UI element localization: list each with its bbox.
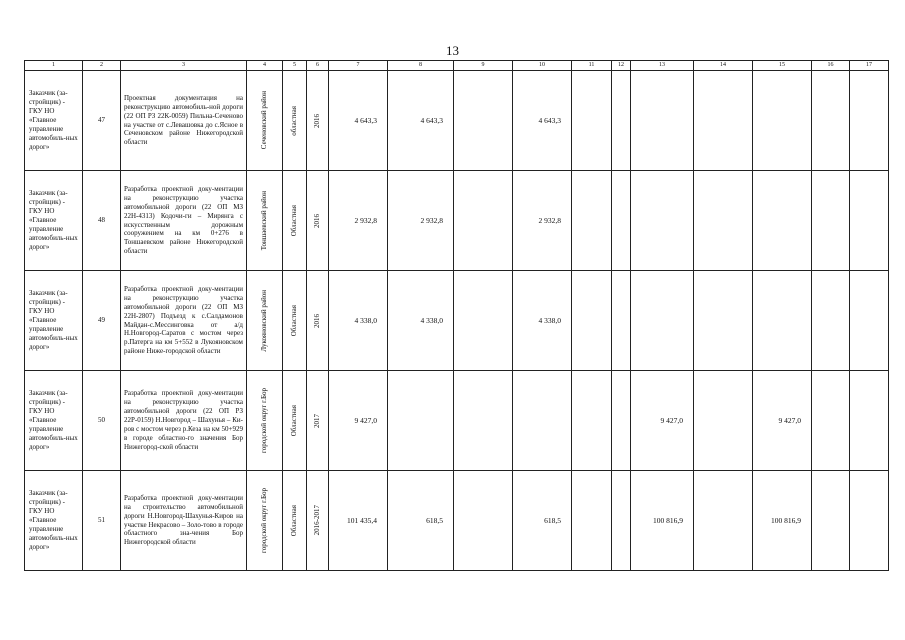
amount-cell-c12: [612, 271, 631, 371]
amount-cell-c8: 618,5: [388, 471, 454, 571]
district-cell: [247, 71, 283, 171]
road-level-cell-text: Областная: [290, 404, 299, 437]
road-level-cell: [283, 171, 307, 271]
amount-cell-c17: [850, 371, 889, 471]
amount-cell-c9: [454, 271, 513, 371]
year-cell-text: 2016: [313, 213, 322, 228]
road-level-cell-text: Областная: [290, 504, 299, 537]
district-cell: [247, 171, 283, 271]
amount-cell-c11: [572, 471, 612, 571]
amount-cell-c9: [454, 71, 513, 171]
amount-cell-c11: [572, 171, 612, 271]
column-header: 5: [283, 61, 307, 71]
amount-cell-c10: 4 643,3: [513, 71, 572, 171]
customer-cell: Заказчик (за-стройщик) - ГКУ НО «Главное управление автомобиль-ных дорог»: [25, 171, 83, 271]
amount-cell-c12: [612, 71, 631, 171]
amount-cell-c13: [631, 71, 694, 171]
district-cell-text: Сеченовский район: [260, 91, 269, 150]
column-header: 14: [694, 61, 753, 71]
column-header: 10: [513, 61, 572, 71]
amount-cell-c13: [631, 171, 694, 271]
amount-cell-c12: [612, 371, 631, 471]
amount-cell-c10: 2 932,8: [513, 171, 572, 271]
amount-cell-c9: [454, 171, 513, 271]
description-cell: Разработка проектной доку-ментации на строительство автомобильной дороги Н.Новгород-Шахунья-Киров на участке Некрасово – Золо-тово в городе областного зна-чения Бор Нижегородской области: [121, 471, 247, 571]
description-cell: Разработка проектной доку-ментации на реконструкцию участка автомобильной дороги (22 ОП МЗ 22Н-4313) Кодочи-ги – Мирянга с искусственным дорожным сооружением на км 0+276 в Тоншаевском районе Нижегородской области: [121, 171, 247, 271]
amount-cell-c13: 100 816,9: [631, 471, 694, 571]
amount-cell-c7: 4 338,0: [329, 271, 388, 371]
amount-cell-c7: 4 643,3: [329, 71, 388, 171]
district-cell: [247, 271, 283, 371]
table-row: [25, 471, 889, 571]
amount-cell-c15: [753, 71, 812, 171]
amount-cell-c17: [850, 71, 889, 171]
amount-cell-c12: [612, 471, 631, 571]
road-level-cell-text: Областная: [290, 304, 299, 337]
page-number: 13: [446, 43, 459, 58]
item-number-cell: 49: [83, 271, 121, 371]
column-header: 6: [307, 61, 329, 71]
item-number-cell: 47: [83, 71, 121, 171]
column-header: 8: [388, 61, 454, 71]
amount-cell-c9: [454, 371, 513, 471]
customer-cell: Заказчик (за-стройщик) - ГКУ НО «Главное управление автомобиль-ных дорог»: [25, 471, 83, 571]
amount-cell-c10: 618,5: [513, 471, 572, 571]
amount-cell-c16: [812, 271, 850, 371]
item-number-cell: 48: [83, 171, 121, 271]
amount-cell-c17: [850, 471, 889, 571]
amount-cell-c11: [572, 71, 612, 171]
customer-cell: Заказчик (за-стройщик) - ГКУ НО «Главное управление автомобиль-ных дорог»: [25, 71, 83, 171]
column-header: 4: [247, 61, 283, 71]
amount-cell-c16: [812, 471, 850, 571]
amount-cell-c14: [694, 471, 753, 571]
amount-cell-c7: 2 932,8: [329, 171, 388, 271]
amount-cell-c12: [612, 171, 631, 271]
amount-cell-c14: [694, 71, 753, 171]
amount-cell-c15: [753, 171, 812, 271]
column-header: 9: [454, 61, 513, 71]
year-cell: [307, 271, 329, 371]
year-cell: [307, 171, 329, 271]
column-header: 16: [812, 61, 850, 71]
road-level-cell: [283, 371, 307, 471]
customer-cell: Заказчик (за-стройщик) - ГКУ НО «Главное управление автомобиль-ных дорог»: [25, 371, 83, 471]
year-cell: [307, 471, 329, 571]
column-header: 15: [753, 61, 812, 71]
column-header: 13: [631, 61, 694, 71]
item-number-cell: 50: [83, 371, 121, 471]
table-row: [25, 371, 889, 471]
column-header: 7: [329, 61, 388, 71]
district-cell: [247, 371, 283, 471]
amount-cell-c8: 4 338,0: [388, 271, 454, 371]
amount-cell-c16: [812, 371, 850, 471]
description-cell: Разработка проектной доку-ментации на реконструкцию участка автомобильной дороги (22 ОП МЗ 22Н-2807) Подъезд к с.Салдамонов Майдан-с.Мессинговка от а/д Н.Новгород-Саратов с мостом через р.Патерга на км 5+552 в Лукояновском районе Ниже-городской области: [121, 271, 247, 371]
district-cell: [247, 471, 283, 571]
year-cell-text: 2016: [313, 313, 322, 328]
district-cell-text: городской округ г.Бор: [260, 488, 269, 553]
column-number-header: [25, 61, 889, 71]
amount-cell-c11: [572, 371, 612, 471]
amount-cell-c15: 100 816,9: [753, 471, 812, 571]
column-header: 17: [850, 61, 889, 71]
table-row: [25, 171, 889, 271]
column-header: 2: [83, 61, 121, 71]
amount-cell-c17: [850, 271, 889, 371]
amount-cell-c15: [753, 271, 812, 371]
column-header: 12: [612, 61, 631, 71]
amount-cell-c11: [572, 271, 612, 371]
amount-cell-c8: [388, 371, 454, 471]
year-cell-text: 2017: [313, 413, 322, 428]
amount-cell-c14: [694, 271, 753, 371]
customer-cell: Заказчик (за-стройщик) - ГКУ НО «Главное управление автомобиль-ных дорог»: [25, 271, 83, 371]
year-cell-text: 2016: [313, 113, 322, 128]
table-row: [25, 271, 889, 371]
item-number-cell: 51: [83, 471, 121, 571]
table-row: [25, 71, 889, 171]
amount-cell-c8: 2 932,8: [388, 171, 454, 271]
amount-cell-c7: 9 427,0: [329, 371, 388, 471]
district-cell-text: Лукояновский район: [260, 289, 269, 352]
amount-cell-c16: [812, 171, 850, 271]
column-header: 1: [25, 61, 83, 71]
amount-cell-c9: [454, 471, 513, 571]
column-header: 3: [121, 61, 247, 71]
amount-cell-c10: 4 338,0: [513, 271, 572, 371]
year-cell-text: 2016-2017: [313, 505, 322, 536]
district-cell-text: городской округ г.Бор: [260, 388, 269, 453]
amount-cell-c10: [513, 371, 572, 471]
amount-cell-c14: [694, 171, 753, 271]
road-level-cell: [283, 71, 307, 171]
road-level-cell-text: Областная: [290, 204, 299, 237]
amount-cell-c14: [694, 371, 753, 471]
amount-cell-c13: 9 427,0: [631, 371, 694, 471]
description-cell: Разработка проектной доку-ментации на реконструкцию участка автомобильной дороги (22 ОП РЗ 22Р-0159) Н.Новгород – Шахунья – Ки-ров с мостом через р.Кеза на км 50+929 в городе областно-го значения Бор Нижегород-ской области: [121, 371, 247, 471]
road-level-cell-text: областная: [290, 105, 299, 136]
amount-cell-c16: [812, 71, 850, 171]
amount-cell-c15: 9 427,0: [753, 371, 812, 471]
year-cell: [307, 371, 329, 471]
road-level-cell: [283, 271, 307, 371]
amount-cell-c7: 101 435,4: [329, 471, 388, 571]
amount-cell-c17: [850, 171, 889, 271]
amount-cell-c13: [631, 271, 694, 371]
budget-table: [24, 60, 889, 571]
description-cell: Проектная документация на реконструкцию автомобиль-ной дороги (22 ОП РЗ 22К-0059) Пильна-Сеченово на участке от с.Левашовка до с.Ясное в Сеченовском районе Нижегородской области: [121, 71, 247, 171]
district-cell-text: Тоншаевский район: [260, 190, 269, 251]
road-level-cell: [283, 471, 307, 571]
amount-cell-c8: 4 643,3: [388, 71, 454, 171]
column-header: 11: [572, 61, 612, 71]
year-cell: [307, 71, 329, 171]
